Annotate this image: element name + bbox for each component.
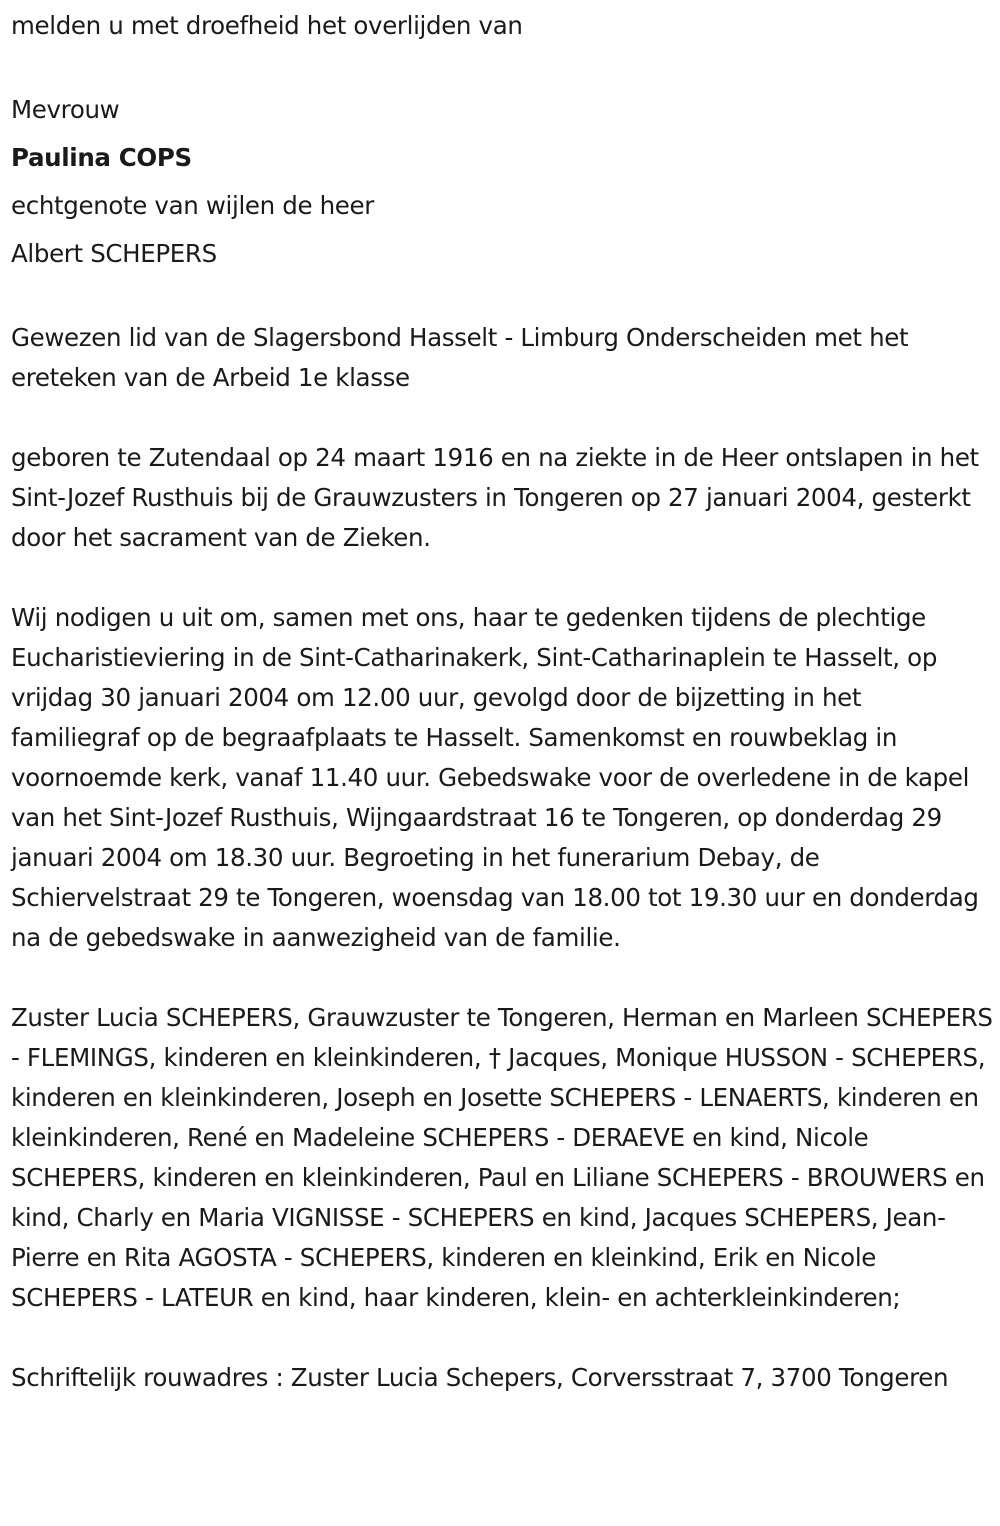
death-notice <box>11 0 993 1398</box>
birth-death-paragraph: geboren te Zutendaal op 24 maart 1916 en na ziekte in de Heer ontslapen in het Sint-Jozef Rusthuis bij de Grauwzusters in Tongeren op 27 januari 2004, gesterkt door het sacrament van de Zieken. <box>11 443 979 552</box>
ceremony-paragraph: Wij nodigen u uit om, samen met ons, haar te gedenken tijdens de plechtige Eucharistieviering in de Sint-Catharinakerk, Sint-Catharinaplein te Hasselt, op vrijdag 30 januari 2004 om 12.00 uur, gevolgd door de bijzetting in het familiegraf op de begraafplaats te Hasselt. Samenkomst en rouwbeklag in voornoemde kerk, vanaf 11.40 uur. Gebedswake voor de overledene in de kapel van het Sint-Jozef Rusthuis, Wijngaardstraat 16 te Tongeren, op donderdag 29 januari 2004 om 18.30 uur. Begroeting in het funerarium Debay, de Schiervelstraat 29 te Tongeren, woensdag van 18.00 tot 19.30 uur en donderdag na de gebedswake in aanwezigheid van de familie. <box>11 603 979 952</box>
relation-text: echtgenote van wijlen de heer <box>11 191 374 220</box>
spouse-name: Albert SCHEPERS <box>11 239 217 268</box>
intro-text: melden u met droefheid het overlijden van <box>11 11 523 40</box>
family-paragraph <box>11 998 993 1318</box>
deceased-name: Paulina COPS <box>11 143 192 172</box>
deceased-block <box>11 86 993 278</box>
distinction-paragraph: Gewezen lid van de Slagersbond Hasselt - Limburg Onderscheiden met het ereteken van de Arbeid 1e klasse <box>11 323 909 392</box>
cross-icon: † <box>488 1043 501 1072</box>
family-text-part-1: Zuster Lucia SCHEPERS, Grauwzuster te Tongeren, Herman en Marleen SCHEPERS - FLEMINGS, kinderen en kleinkinderen, <box>11 1003 993 1072</box>
salutation: Mevrouw <box>11 95 120 124</box>
mourning-address: Schriftelijk rouwadres : Zuster Lucia Schepers, Corversstraat 7, 3700 Tongeren <box>11 1363 949 1392</box>
family-text-part-2: Jacques, Monique HUSSON - SCHEPERS, kinderen en kleinkinderen, Joseph en Josette SCHEPERS - LENAERTS, kinderen en kleinkinderen, René en Madeleine SCHEPERS - DERAEVE en kind, Nicole SCHEPERS, kinderen en kleinkinderen, Paul en Liliane SCHEPERS - BROUWERS en kind, Charly en Maria VIGNISSE - SCHEPERS en kind, Jacques SCHEPERS, Jean-Pierre en Rita AGOSTA - SCHEPERS, kinderen en kleinkind, Erik en Nicole SCHEPERS - LATEUR en kind, haar kinderen, klein- en achterkleinkinderen; <box>11 1043 986 1312</box>
